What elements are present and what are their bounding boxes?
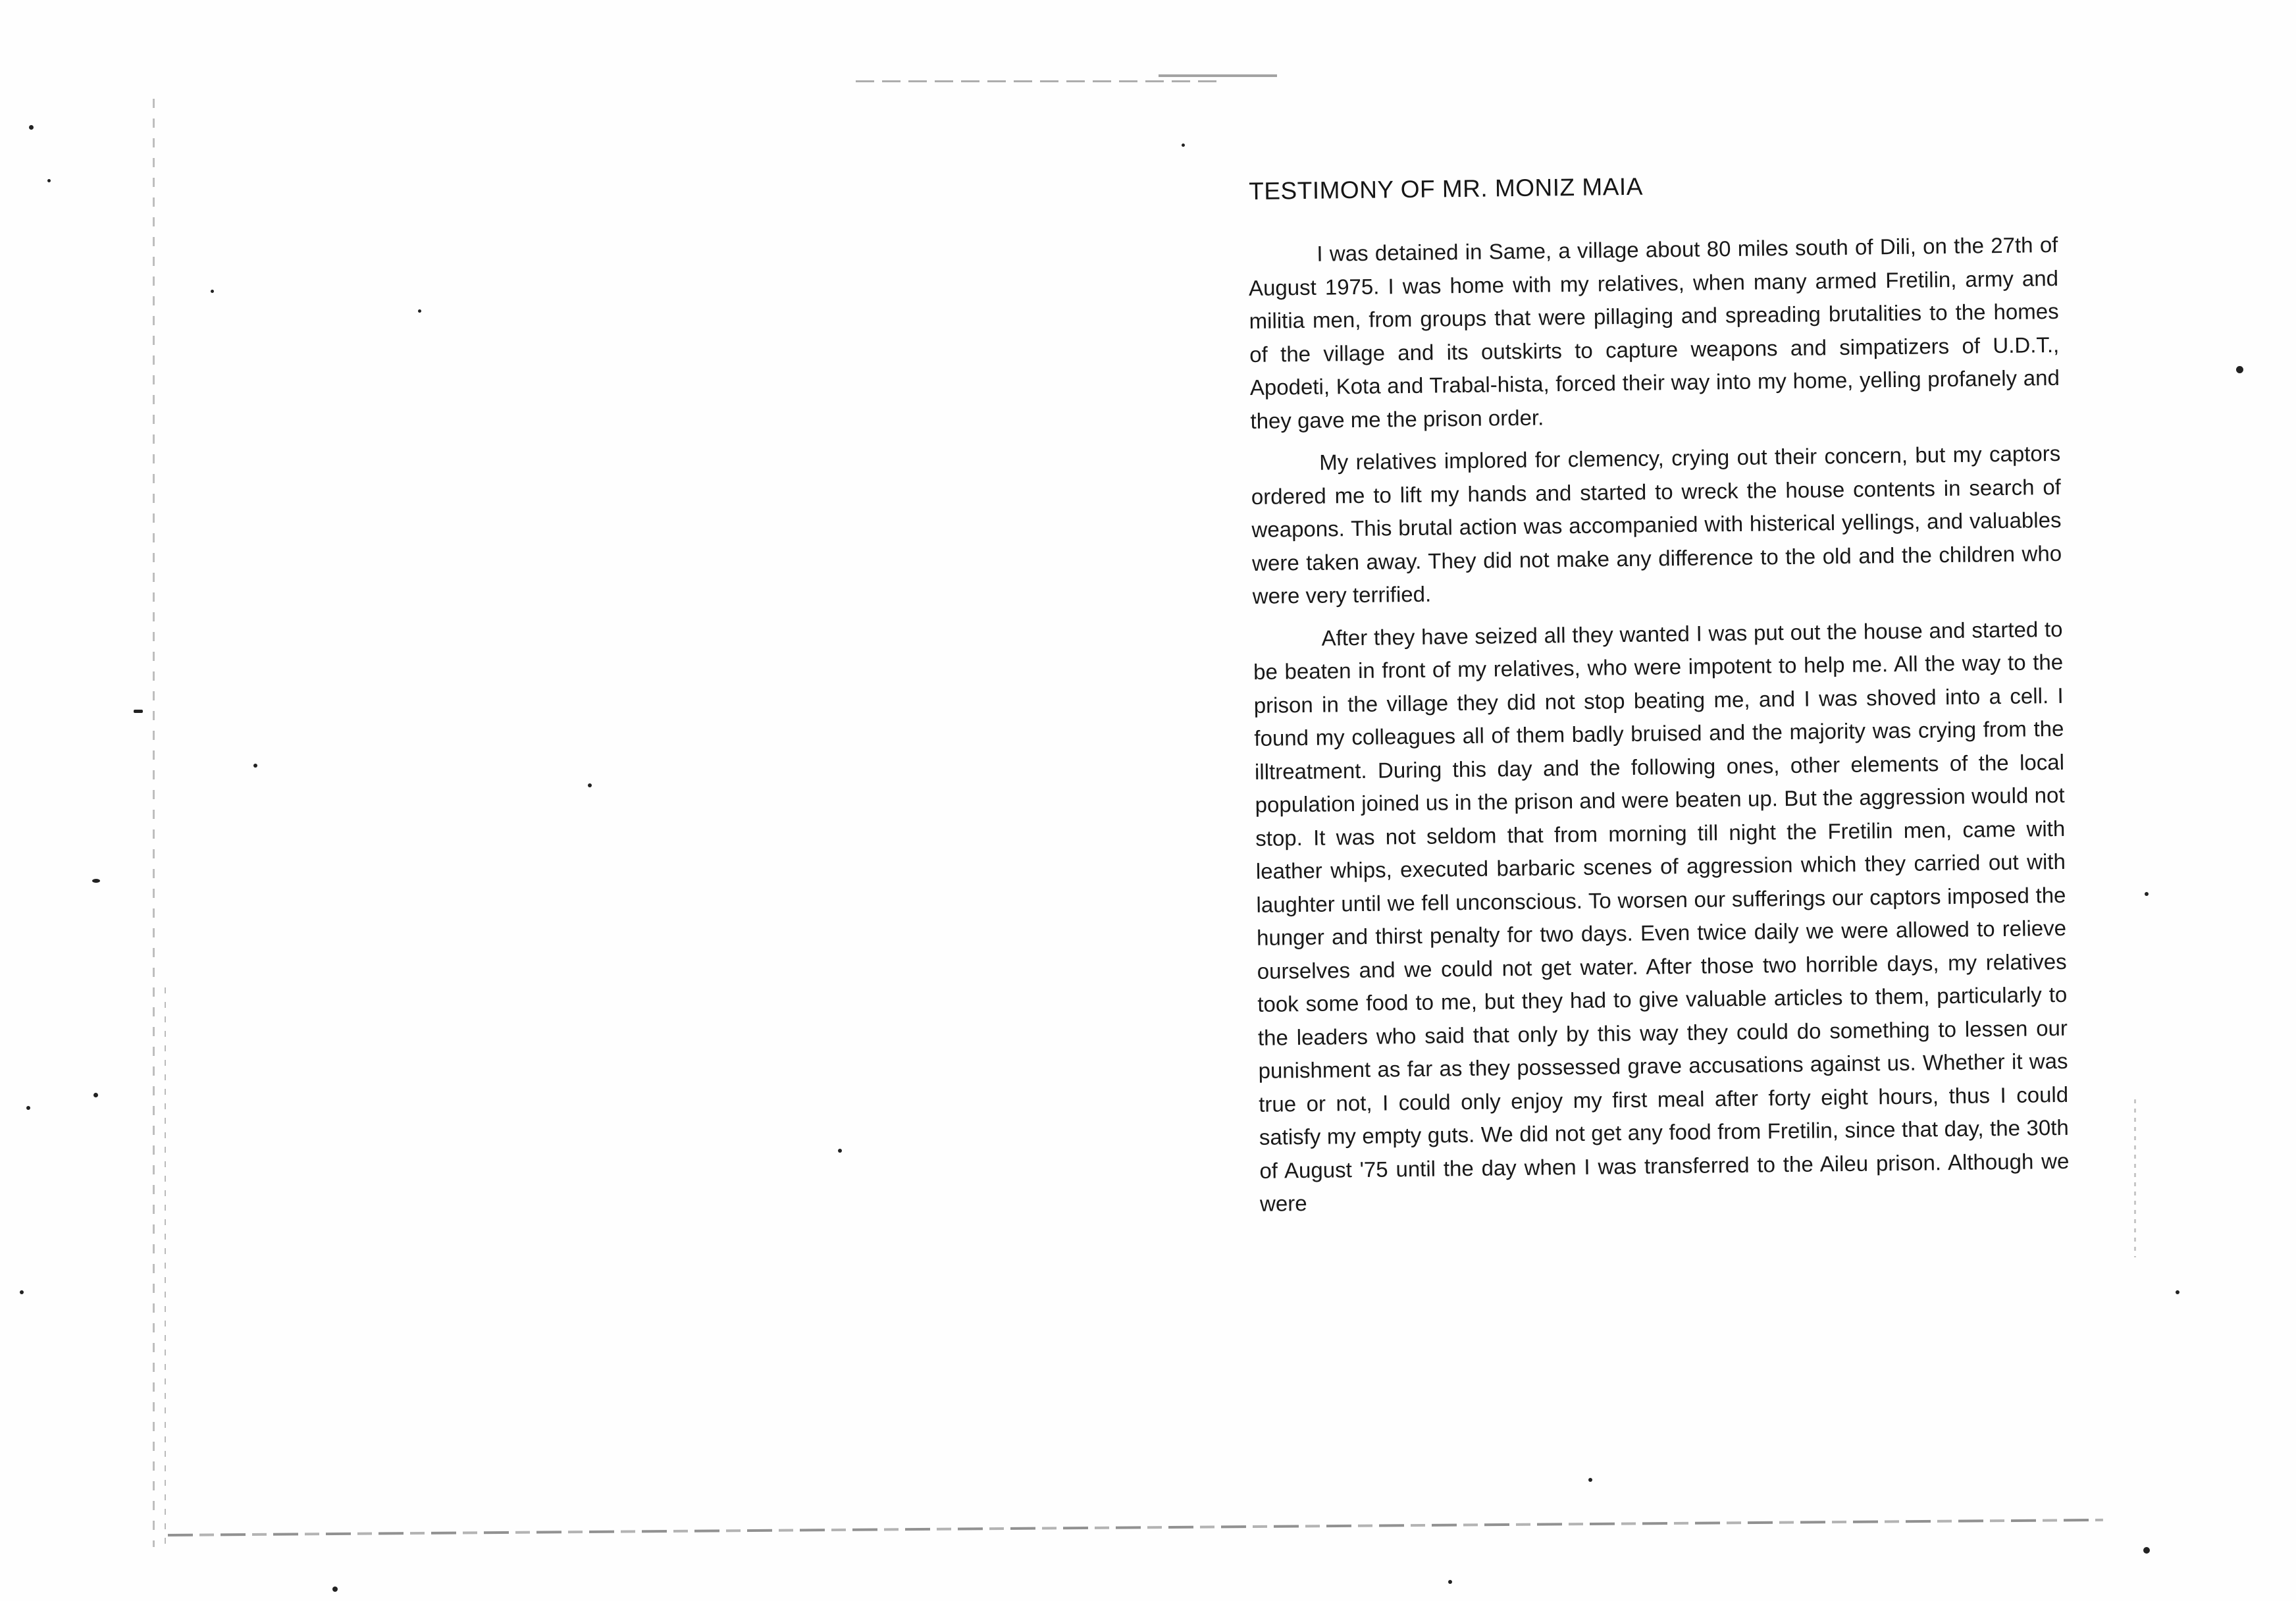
scan-speck (2176, 1290, 2179, 1294)
right-margin-smudge (2134, 1099, 2136, 1257)
scan-speck (1448, 1580, 1452, 1584)
scan-speck (211, 290, 214, 293)
scan-speck (29, 125, 34, 130)
scan-speck (20, 1290, 24, 1294)
paragraph-3: After they have seized all they wanted I was put out the house and started to be beaten in front of my relatives, who were impotent to help me. All the way to the prison in the village they did not stop beating me, and I was shoved into a cell. I found my colleagues all of them badly bruised and the majority was crying from the illtreatment. During this day and the following ones, other elements of the local population joined us in the prison and were beaten up. But the aggression would not stop. It was not seldom that from morning till night the Fretilin men, came with leather whips, executed barbaric scenes of aggression which they carried out with laughter until we fell unconscious. To worsen our sufferings our captors imposed the hunger and thirst penalty for two days. Even twice daily we were allowed to relieve ourselves and we could not get water. After those two horrible days, my relatives took some food to me, but they had to give valuable articles to them, particularly to the leaders who said that only by this way they could do something to lessen our punishment as far as they possessed grave accusations against us. Whether it was true or not, I could only enjoy my first meal after forty eight hours, thus I could satisfy my empty guts. We did not get any food from Fretilin, since that day, the 30th of August '75 until the day when I was transferred to the Aileu prison. Although we were (1253, 616, 2070, 1216)
scan-speck (1588, 1478, 1592, 1482)
top-page-edge (856, 80, 1224, 82)
scan-speck (92, 879, 100, 883)
left-binding-line-inner (165, 987, 166, 1547)
scan-speck (253, 764, 257, 768)
scan-speck (134, 710, 143, 713)
scan-speck (588, 783, 592, 787)
document-title: TESTIMONY OF MR. MONIZ MAIA (1248, 172, 1644, 205)
left-binding-line (153, 99, 155, 1547)
scan-speck (93, 1093, 98, 1097)
scan-speck (2143, 1547, 2150, 1554)
scan-speck (26, 1106, 30, 1110)
testimony-page (1247, 168, 2070, 1230)
scan-speck (838, 1149, 842, 1153)
paragraph-1: I was detained in Same, a village about 80 miles south of Dili, on the 27th of August 1975. I was home with my relatives, when many armed Fretilin, army and militia men, from groups that were pillaging and spreading brutalities to the homes of the village and its outskirts to capture weapons and simpatizers of U.D.T., Apodeti, Kota and Trabal-hista, forced their way into my home, yelling profanely and they gave me the prison order. (1248, 232, 2060, 433)
top-page-edge-mark (1159, 74, 1277, 77)
scan-speck (1182, 144, 1185, 147)
scan-speck (2236, 366, 2243, 373)
paragraph-2: My relatives implored for clemency, crying out their concern, but my captors ordered me to lift my hands and started to wreck the house contents in search of weapons. This brutal action was accompanied with histerical yellings, and valuables were taken away. They did not make any difference to the old and the children who were very terrified. (1251, 440, 2062, 608)
scan-speck (332, 1587, 338, 1592)
scan-speck (2145, 892, 2149, 896)
scan-speck (47, 179, 51, 182)
scan-speck (418, 309, 421, 313)
